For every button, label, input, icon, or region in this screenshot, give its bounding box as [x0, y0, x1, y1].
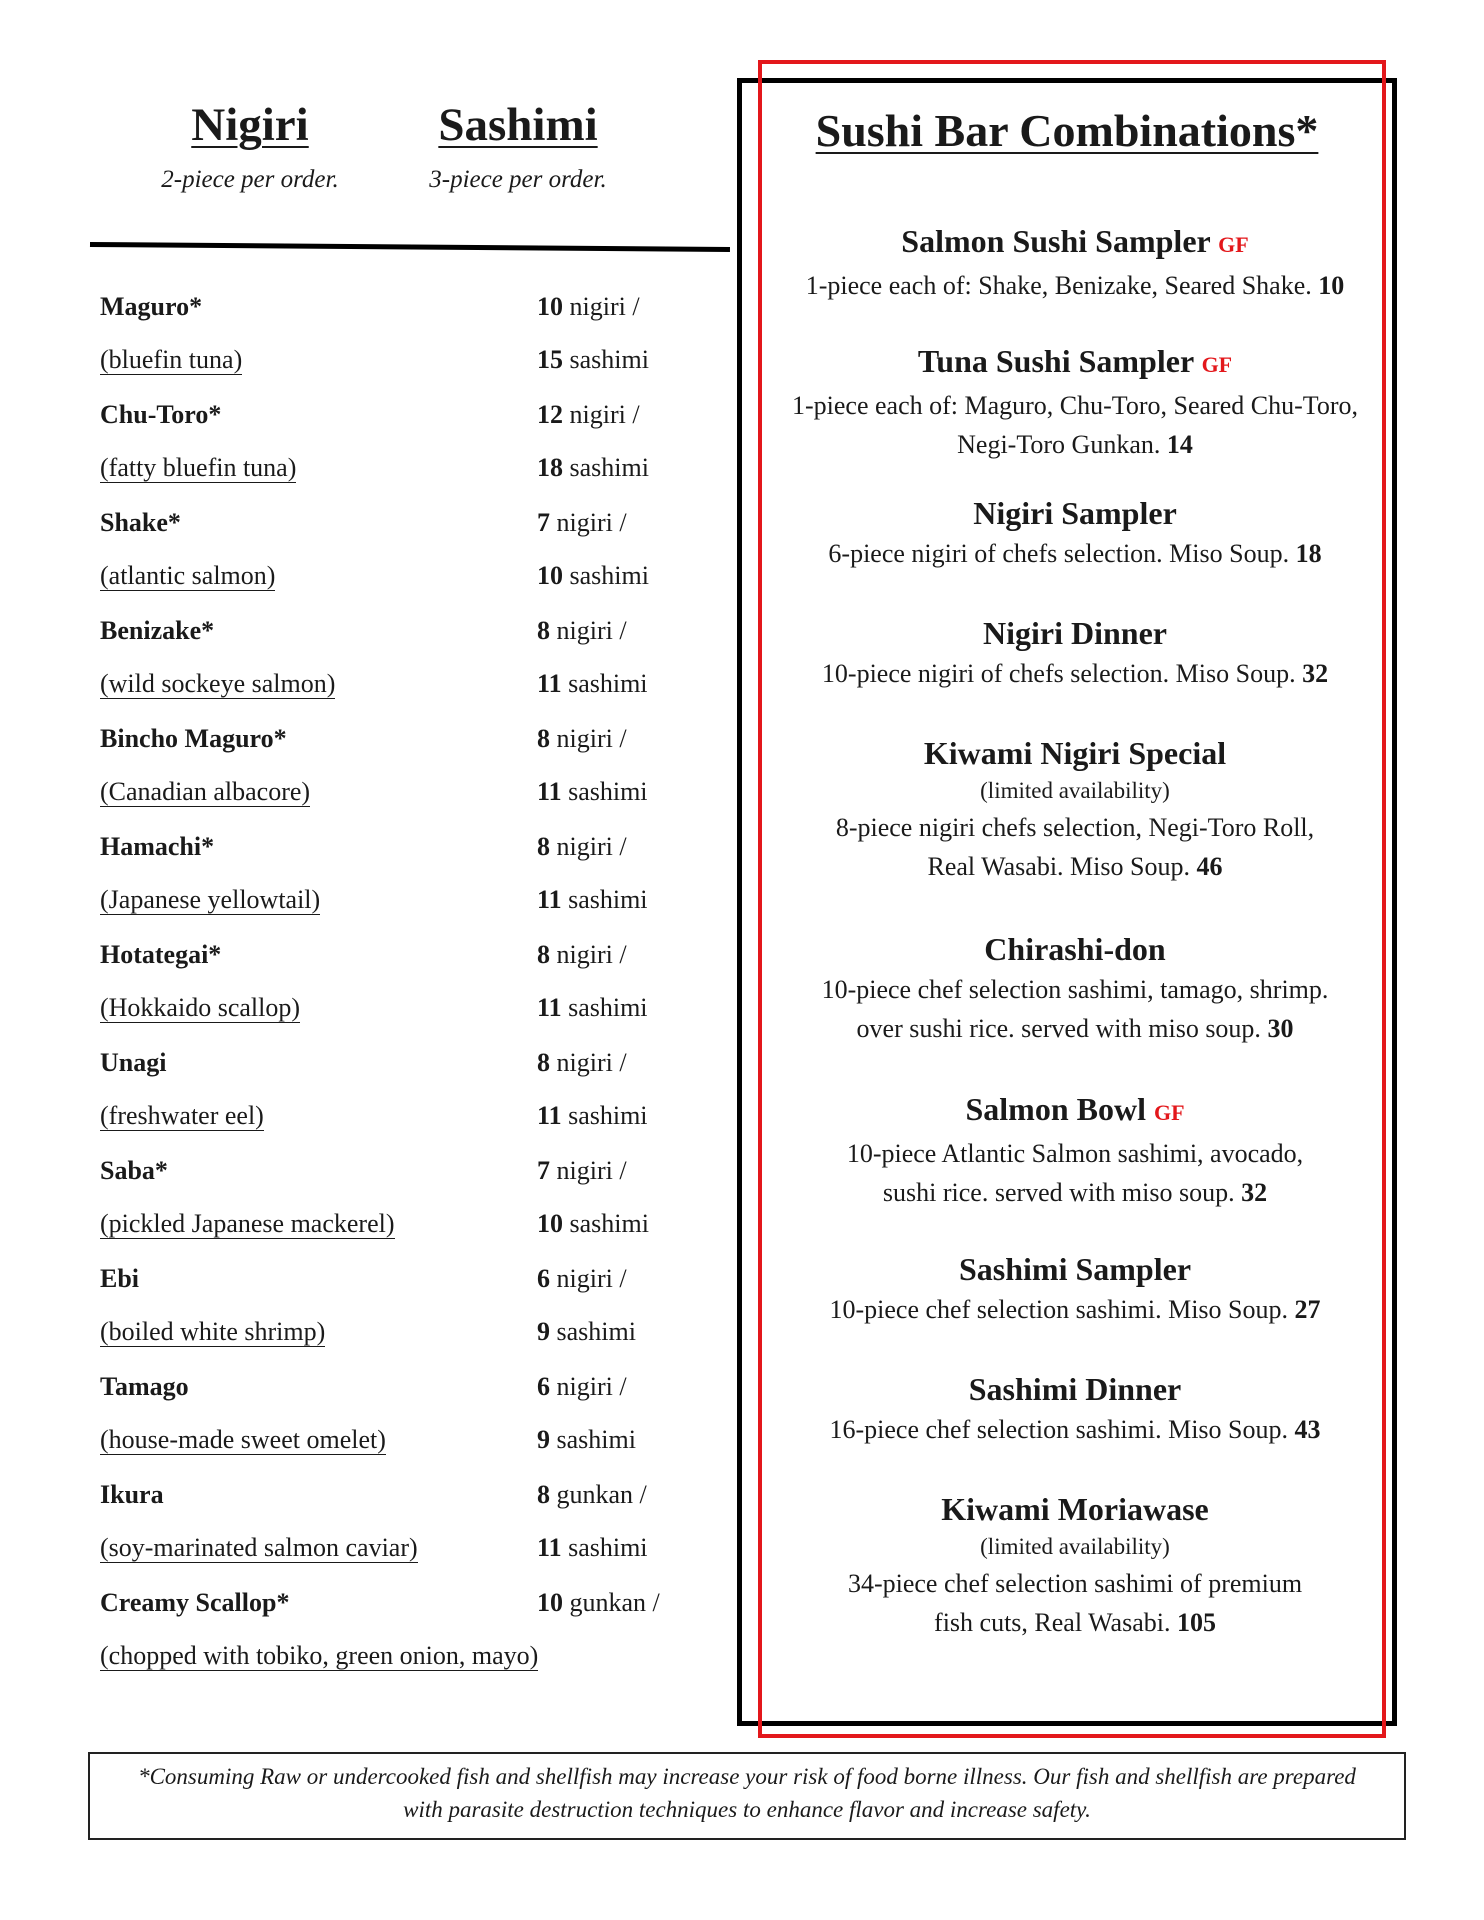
nigiri-price: 8 nigiri /: [537, 1048, 627, 1077]
item-name: Hotategai*: [100, 940, 222, 969]
combination-description: 10-piece chef selection sashimi, tamago, shrimp. over sushi rice. served with miso soup. 30: [821, 975, 1329, 1043]
combination-name: Nigiri Sampler: [973, 495, 1177, 531]
item-description: (soy-marinated salmon caviar): [100, 1533, 418, 1562]
combination-name: Sashimi Sampler: [958, 1251, 1192, 1287]
item-name: Maguro*: [100, 292, 203, 321]
menu-item: [100, 724, 680, 832]
combination-price: 18: [1295, 539, 1322, 568]
availability-note: (limited availability): [980, 1534, 1170, 1559]
gluten-free-badge: GF: [1201, 352, 1233, 377]
item-description: (chopped with tobiko, green onion, mayo): [100, 1641, 539, 1670]
menu-item: [100, 832, 680, 940]
item-name: Creamy Scallop*: [100, 1588, 290, 1617]
disclaimer-line-2: with parasite destruction techniques to enhance flavor and increase safety.: [403, 1797, 1091, 1822]
nigiri-price: 10 gunkan /: [537, 1588, 660, 1617]
nigiri-price: 8 nigiri /: [537, 940, 627, 969]
menu-item: [100, 292, 680, 400]
disclaimer-line-1: *Consuming Raw or undercooked fish and shellfish may increase your risk of food borne illness. Our fish and shellfish are prepared: [138, 1764, 1356, 1789]
combination-name: Kiwami Moriawase: [941, 1491, 1209, 1527]
combination-description: 10-piece chef selection sashimi. Miso Soup. 27: [829, 1295, 1321, 1324]
item-description: (Hokkaido scallop): [100, 993, 301, 1022]
menu-item: [100, 1480, 680, 1588]
combination-item: [760, 342, 1390, 464]
menu-item: [100, 1588, 680, 1696]
sashimi-price: 9 sashimi: [537, 1425, 636, 1454]
combination-item: [760, 614, 1390, 693]
combination-name: Nigiri Dinner: [983, 615, 1167, 651]
sashimi-price: 10 sashimi: [537, 1209, 649, 1238]
combinations-title: Sushi Bar Combinations*: [815, 105, 1319, 156]
nigiri-price: 8 nigiri /: [537, 724, 627, 753]
item-name: Benizake*: [100, 616, 215, 645]
sashimi-price: 11 sashimi: [537, 669, 648, 698]
combination-description: 16-piece chef selection sashimi. Miso Soup. 43: [829, 1415, 1321, 1444]
item-description: (wild sockeye salmon): [100, 669, 336, 698]
sashimi-price: 11 sashimi: [537, 993, 648, 1022]
combination-price: 27: [1294, 1295, 1321, 1324]
combination-name: Tuna Sushi Sampler GF: [917, 343, 1233, 379]
nigiri-price: 7 nigiri /: [537, 508, 627, 537]
nigiri-header: [150, 98, 350, 194]
item-description: (bluefin tuna): [100, 345, 243, 374]
disclaimer: [88, 1752, 1406, 1840]
nigiri-price: 7 nigiri /: [537, 1156, 627, 1185]
sashimi-price: 18 sashimi: [537, 453, 649, 482]
availability-note: (limited availability): [980, 778, 1170, 803]
gluten-free-badge: GF: [1153, 1100, 1185, 1125]
combination-name: Sashimi Dinner: [968, 1371, 1182, 1407]
combination-item: [760, 1090, 1390, 1212]
sashimi-price: 11 sashimi: [537, 1101, 648, 1130]
combination-item: [760, 222, 1390, 305]
menu-item: [100, 1048, 680, 1156]
item-name: Ebi: [100, 1264, 140, 1293]
item-description: (freshwater eel): [100, 1101, 264, 1130]
nigiri-price: 8 gunkan /: [537, 1480, 647, 1509]
item-name: Bincho Maguro*: [100, 724, 287, 753]
menu-item: [100, 1372, 680, 1480]
item-description: (Canadian albacore): [100, 777, 311, 806]
sashimi-price: 11 sashimi: [537, 885, 648, 914]
combination-name: Salmon Sushi Sampler GF: [901, 223, 1249, 259]
combination-price: 10: [1318, 271, 1345, 300]
item-description: (Japanese yellowtail): [100, 885, 321, 914]
combination-item: [760, 734, 1390, 886]
menu-item: [100, 1264, 680, 1372]
combination-item: [760, 1370, 1390, 1449]
combination-price: 32: [1241, 1178, 1268, 1207]
combination-description: 34-piece chef selection sashimi of premium fish cuts, Real Wasabi. 105: [847, 1569, 1303, 1637]
sashimi-title: Sashimi: [438, 99, 598, 151]
menu-item: [100, 940, 680, 1048]
combination-item: [760, 1490, 1390, 1642]
combination-description: 6-piece nigiri of chefs selection. Miso Soup. 18: [828, 539, 1322, 568]
item-name: Hamachi*: [100, 832, 215, 861]
combination-name: Salmon Bowl GF: [965, 1091, 1185, 1127]
combination-name: Kiwami Nigiri Special: [923, 735, 1227, 771]
nigiri-price: 12 nigiri /: [537, 400, 640, 429]
combination-item: [760, 930, 1390, 1048]
item-name: Tamago: [100, 1372, 189, 1401]
gluten-free-badge: GF: [1218, 232, 1249, 257]
combination-price: 46: [1196, 852, 1223, 881]
item-description: (house-made sweet omelet): [100, 1425, 386, 1454]
item-name: Saba*: [100, 1156, 168, 1185]
nigiri-title: Nigiri: [191, 99, 309, 151]
sashimi-price: 15 sashimi: [537, 345, 649, 374]
item-name: Chu-Toro*: [100, 400, 222, 429]
menu-item: [100, 1156, 680, 1264]
combination-description: 10-piece nigiri of chefs selection. Miso Soup. 32: [821, 659, 1329, 688]
item-description: (boiled white shrimp): [100, 1317, 326, 1346]
nigiri-price: 10 nigiri /: [537, 292, 640, 321]
nigiri-subtitle: 2-piece per order.: [161, 166, 339, 193]
nigiri-price: 8 nigiri /: [537, 832, 627, 861]
item-name: Ikura: [100, 1480, 164, 1509]
item-description: (fatty bluefin tuna): [100, 453, 297, 482]
combination-item: [760, 1250, 1390, 1329]
combination-price: 14: [1166, 430, 1193, 459]
combination-name: Chirashi-don: [984, 931, 1166, 967]
item-description: (atlantic salmon): [100, 561, 276, 590]
sashimi-price: 9 sashimi: [537, 1317, 636, 1346]
nigiri-price: 8 nigiri /: [537, 616, 627, 645]
combination-description: 1-piece each of: Shake, Benizake, Seared Shake. 10: [805, 271, 1345, 300]
sashimi-price: 11 sashimi: [537, 777, 648, 806]
sashimi-price: 10 sashimi: [537, 561, 649, 590]
combination-price: 30: [1267, 1014, 1294, 1043]
nigiri-price: 6 nigiri /: [537, 1372, 627, 1401]
sashimi-header: [418, 98, 618, 194]
menu-item: [100, 508, 680, 616]
combination-description: 1-piece each of: Maguro, Chu-Toro, Seared Chu-Toro, Negi-Toro Gunkan. 14: [791, 391, 1358, 459]
sashimi-price: 11 sashimi: [537, 1533, 648, 1562]
highlight-frame: [758, 60, 1386, 1738]
sashimi-subtitle: 3-piece per order.: [429, 166, 607, 193]
menu-item: [100, 400, 680, 508]
combination-description: 10-piece Atlantic Salmon sashimi, avocado, sushi rice. served with miso soup. 32: [846, 1139, 1304, 1207]
nigiri-price: 6 nigiri /: [537, 1264, 627, 1293]
combination-price: 32: [1302, 659, 1329, 688]
combination-price: 43: [1294, 1415, 1321, 1444]
combination-description: 8-piece nigiri chefs selection, Negi-Toro Roll, Real Wasabi. Miso Soup. 46: [835, 813, 1315, 881]
header-divider: [90, 242, 730, 252]
item-name: Unagi: [100, 1048, 167, 1077]
combination-price: 105: [1176, 1608, 1216, 1637]
item-description: (pickled Japanese mackerel): [100, 1209, 395, 1238]
item-name: Shake*: [100, 508, 181, 537]
menu-item: [100, 616, 680, 724]
combination-item: [760, 494, 1390, 573]
